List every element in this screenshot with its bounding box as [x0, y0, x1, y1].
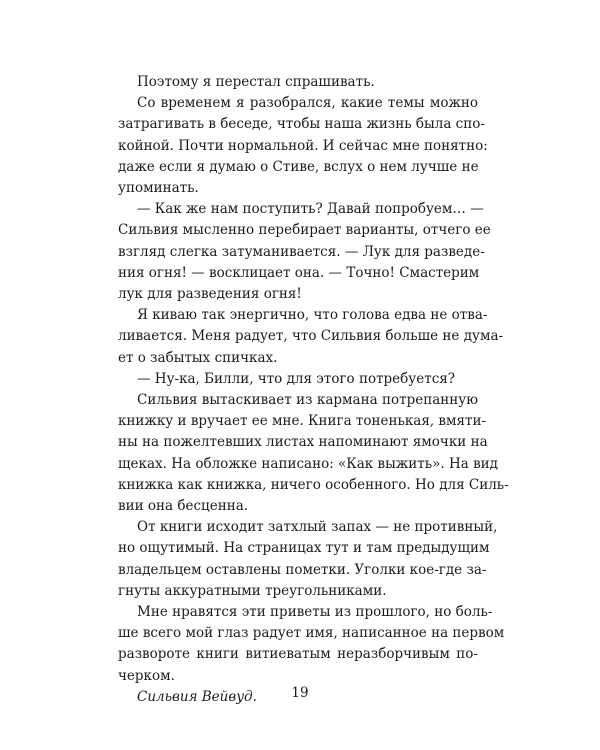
text-line: но ощутимый. На страницах тут и там предыдущим [118, 540, 490, 557]
text-line: затрагивать в беседе, чтобы наша жизнь была спо- [118, 116, 485, 133]
signature-line: Сильвия Вейвуд. [137, 688, 257, 705]
paragraph [118, 390, 509, 517]
body-text [118, 72, 509, 708]
text-line: — Ну-ка, Билли, что для этого потребуется? [137, 370, 456, 387]
paragraph [118, 93, 488, 199]
paragraph [118, 72, 478, 93]
text-line: упоминать. [118, 180, 199, 197]
text-line: Со временем я разобрался, какие темы можно [137, 95, 478, 112]
text-line: ет о забытых спичках. [118, 349, 278, 366]
text-line: койной. Почти нормальной. И сейчас мне понятно: [118, 137, 488, 154]
text-line: От книги исходит затхлый запах — не противный, [137, 519, 498, 536]
text-line: — Как же нам поступить? Давай попробуем… — [137, 201, 484, 218]
text-line: Я киваю так энергично, что голова едва не отва- [137, 307, 488, 324]
text-line: вии она бесценна. [118, 498, 249, 515]
text-line: книжка как книжка, ничего особенного. Но для Силь- [118, 476, 509, 493]
text-line: книжку и вручает ее мне. Книга тоненькая, вмяти- [118, 413, 487, 430]
paragraph [118, 602, 505, 687]
text-line: владельцем оставлены пометки. Уголки кое-где за- [118, 561, 487, 578]
text-line: ния огня! — восклицает она. — Точно! Смастерим [118, 264, 480, 281]
text-line: черком. [118, 667, 175, 684]
text-line: щеках. На обложке написано: «Как выжить». На вид [118, 455, 498, 472]
text-line: даже если я думаю о Стиве, вслух о нем лучше не [118, 158, 479, 175]
text-line: ны на пожелтевших листах напоминают ямочки на [118, 434, 488, 451]
text-line: ливается. Меня радует, что Сильвия больше не дума- [118, 328, 504, 345]
page-number: 19 [291, 685, 309, 701]
paragraph [118, 305, 504, 369]
text-line: гнуты аккуратными треугольниками. [118, 582, 387, 599]
paragraph [118, 199, 491, 305]
paragraph [118, 369, 478, 390]
text-line: ше всего мой глаз радует имя, написанное на первом [118, 625, 505, 642]
text-line: Сильвия вытаскивает из кармана потрепанную [137, 392, 478, 409]
paragraph [118, 517, 498, 602]
text-line: взгляд слегка затуманивается. — Лук для разведе- [118, 243, 485, 260]
text-line: развороте книги витиеватым неразборчивым по- [118, 646, 478, 663]
text-line: Мне нравятся эти приветы из прошлого, но боль- [137, 604, 493, 621]
text-line: Сильвия мысленно перебирает варианты, отчего ее [118, 222, 491, 239]
text-line: лук для разведения огня! [118, 286, 302, 303]
text-line: Поэтому я перестал спрашивать. [137, 74, 375, 90]
